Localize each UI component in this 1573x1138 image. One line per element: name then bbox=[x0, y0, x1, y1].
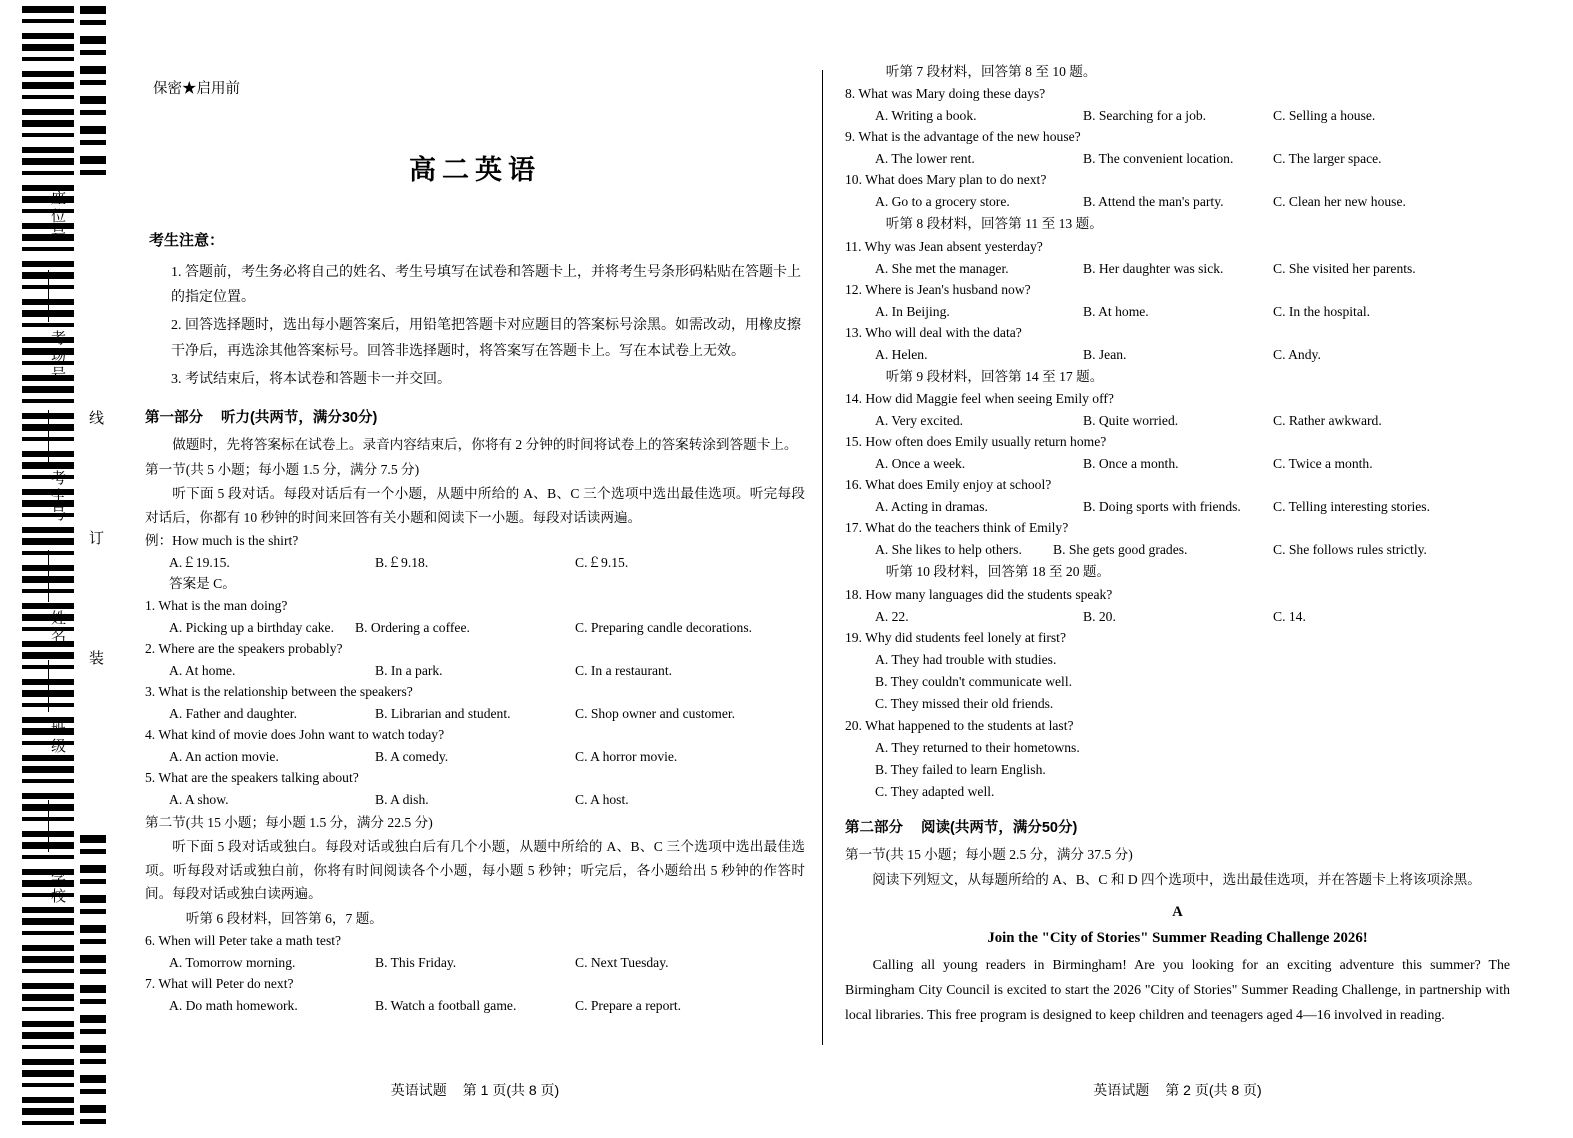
question-text: When will Peter take a math test? bbox=[158, 932, 342, 948]
question-options bbox=[845, 105, 1510, 126]
option-a[interactable]: A. Very excited. bbox=[875, 413, 964, 429]
question-number: 5. bbox=[145, 770, 156, 786]
question-options bbox=[145, 789, 805, 810]
question-number: 4. bbox=[145, 727, 156, 743]
question-text: What does Mary plan to do next? bbox=[865, 172, 1047, 188]
question-stem bbox=[145, 638, 805, 660]
question-stem bbox=[845, 126, 1510, 148]
option-a[interactable]: A. At home. bbox=[169, 663, 236, 679]
footer-subject: 英语试题 bbox=[1093, 1082, 1150, 1098]
section-two-heading: 第二节(共 15 小题；每小题 1.5 分，满分 22.5 分) bbox=[145, 815, 433, 831]
notice-item: 1. 答题前，考生务必将自己的姓名、考生号填写在试卷和答题卡上，并将考生号条形码粘贴在答题卡上的指定位置。 bbox=[171, 264, 801, 306]
question-number: 12. bbox=[845, 281, 862, 297]
rule-student-id bbox=[48, 550, 49, 602]
question-number: 2. bbox=[145, 641, 156, 656]
option-b[interactable]: B. At home. bbox=[1083, 303, 1149, 319]
question-options bbox=[845, 344, 1510, 365]
question-text: What is the man doing? bbox=[158, 597, 288, 613]
question-number: 17. bbox=[845, 520, 862, 536]
seal-word-line: 线 bbox=[87, 410, 104, 427]
notice-item: 3. 考试结束后，将本试卷和答题卡一并交回。 bbox=[171, 372, 451, 388]
section-two-intro: 听下面 5 段对话或独白。每段对话或独白后有几个小题，从题中所给的 A、B、C 三个选项中选出最佳选项。听每段对话或独白前，你将有时间阅读各个小题，每小题 5 秒钟；听完后，各小题给出 5 秒钟的作答时间。每段对话或独白读两遍。 bbox=[145, 839, 805, 902]
question-stem bbox=[845, 627, 1510, 649]
column-divider bbox=[822, 70, 823, 1045]
question-stem bbox=[145, 973, 805, 995]
option-b[interactable]: B. Her daughter was sick. bbox=[1083, 260, 1224, 276]
question-stem bbox=[845, 169, 1510, 191]
passage-paragraph: Calling all young readers in Birmingham! Are you looking for an exciting adventure this summer? The Birmingham City Council is excited to start the 2026 "City of Stories" Summer Reading Challenge, in partnership with local libraries. This free program is designed to keep children and teenagers aged 4—16 involved in reading. bbox=[845, 957, 1510, 1022]
option-a[interactable]: A. The lower rent. bbox=[875, 151, 975, 167]
rule-class bbox=[48, 800, 49, 852]
option-a: A.￡19.15. bbox=[169, 554, 230, 570]
question-number: 10. bbox=[845, 172, 862, 188]
question-number: 18. bbox=[845, 586, 862, 602]
example-answer: 答案是 C。 bbox=[169, 575, 236, 591]
seal-word-pack: 装 bbox=[87, 650, 104, 667]
question-options bbox=[875, 649, 1510, 715]
option-a[interactable]: A. 22. bbox=[875, 608, 909, 624]
question-text: What do the teachers think of Emily? bbox=[865, 520, 1069, 536]
option-c[interactable]: C. They adapted well. bbox=[875, 783, 995, 799]
question-options bbox=[845, 258, 1510, 279]
passage-title: Join the "City of Stories" Summer Reading Challenge 2026! bbox=[987, 929, 1368, 946]
question-text: What happened to the students at last? bbox=[865, 717, 1074, 733]
option-b[interactable]: B. In a park. bbox=[375, 663, 443, 679]
question-number: 13. bbox=[845, 324, 862, 340]
option-a[interactable]: A. They had trouble with studies. bbox=[875, 651, 1057, 667]
option-a[interactable]: A. In Beijing. bbox=[875, 303, 950, 319]
part-one-intro: 做题时，先将答案标在试卷上。录音内容结束后，你将有 2 分钟的时间将试卷上的答案转涂到答题卡上。 bbox=[172, 437, 798, 453]
reading-section-one-heading: 第一节(共 15 小题；每小题 2.5 分，满分 37.5 分) bbox=[845, 847, 1133, 863]
option-a[interactable]: A. An action movie. bbox=[169, 749, 279, 765]
question-number: 7. bbox=[145, 975, 156, 991]
option-a[interactable]: A. She likes to help others. bbox=[875, 542, 1022, 558]
option-b[interactable]: B. Ordering a coffee. bbox=[355, 620, 470, 635]
part-two-heading bbox=[845, 817, 1510, 840]
question-stem bbox=[845, 83, 1510, 105]
part-two-subtitle: 阅读(共两节，满分50分) bbox=[921, 819, 1078, 836]
option-c[interactable]: C. Next Tuesday. bbox=[575, 954, 669, 970]
question-text: How many languages did the students speak? bbox=[865, 586, 1113, 602]
field-exam-room: 考场号 bbox=[49, 330, 66, 384]
question-number: 3. bbox=[145, 684, 156, 700]
option-a[interactable]: A. Do math homework. bbox=[169, 997, 298, 1013]
question-options bbox=[845, 453, 1510, 474]
part-one-heading bbox=[145, 407, 805, 430]
question-options bbox=[145, 952, 805, 973]
question-stem bbox=[145, 681, 805, 703]
option-c[interactable]: C. In a restaurant. bbox=[575, 663, 673, 679]
option-b[interactable]: B. The convenient location. bbox=[1083, 151, 1234, 167]
option-c[interactable]: C. Clean her new house. bbox=[1273, 194, 1406, 210]
question-number: 11. bbox=[845, 238, 862, 254]
option-c[interactable]: C. Telling interesting stories. bbox=[1273, 499, 1430, 515]
option-a[interactable]: A. Father and daughter. bbox=[169, 706, 297, 722]
question-text: How did Maggie feel when seeing Emily off? bbox=[865, 391, 1114, 407]
rule-seat-number bbox=[48, 270, 49, 322]
question-options bbox=[145, 995, 805, 1016]
question-stem bbox=[845, 584, 1510, 606]
option-c[interactable]: C. 14. bbox=[1273, 608, 1306, 624]
page-title: 高二英语 bbox=[409, 155, 541, 186]
question-text: Who will deal with the data? bbox=[865, 324, 1022, 340]
option-c[interactable]: C. Andy. bbox=[1273, 346, 1321, 362]
question-options bbox=[145, 746, 805, 767]
field-class: 班级 bbox=[49, 720, 66, 756]
field-name: 姓名 bbox=[49, 610, 66, 646]
footer-page-number: 第 1 页(共 8 页) bbox=[462, 1082, 560, 1098]
option-b[interactable]: B. Librarian and student. bbox=[375, 706, 511, 722]
question-number: 16. bbox=[845, 477, 862, 493]
question-number: 1. bbox=[145, 597, 156, 613]
option-a[interactable]: A. Go to a grocery store. bbox=[875, 194, 1010, 210]
question-text: What are the speakers talking about? bbox=[158, 770, 359, 786]
footer-page-2 bbox=[845, 1080, 1510, 1100]
question-text: What will Peter do next? bbox=[158, 975, 294, 991]
option-a[interactable]: A. Tomorrow morning. bbox=[169, 954, 296, 970]
option-a[interactable]: A. Once a week. bbox=[875, 456, 966, 472]
option-b[interactable]: B. Once a month. bbox=[1083, 456, 1179, 472]
barcode-bottom bbox=[80, 835, 106, 1132]
question-options bbox=[145, 660, 805, 681]
question-number: 20. bbox=[845, 717, 862, 733]
question-stem bbox=[145, 595, 805, 617]
field-school: 学校 bbox=[49, 870, 66, 906]
question-options bbox=[845, 539, 1510, 560]
binding-strip bbox=[0, 0, 128, 1138]
question-options bbox=[845, 148, 1510, 169]
option-c[interactable]: C. She visited her parents. bbox=[1273, 260, 1416, 276]
question-stem bbox=[845, 279, 1510, 301]
question-number: 6. bbox=[145, 932, 156, 948]
question-text: What is the advantage of the new house? bbox=[858, 129, 1081, 145]
option-b[interactable]: B. 20. bbox=[1083, 608, 1116, 624]
question-options bbox=[845, 191, 1510, 212]
question-options bbox=[845, 410, 1510, 431]
listen-note-10: 听第 10 段材料，回答第 18 至 20 题。 bbox=[885, 564, 1111, 580]
listen-note-6: 听第 6 段材料，回答第 6，7 题。 bbox=[185, 910, 383, 926]
listen-note-9: 听第 9 段材料，回答第 14 至 17 题。 bbox=[885, 368, 1104, 384]
question-number: 14. bbox=[845, 391, 862, 407]
option-b[interactable]: B. Quite worried. bbox=[1083, 413, 1179, 429]
option-c[interactable]: C. In the hospital. bbox=[1273, 303, 1371, 319]
option-c[interactable]: C. A host. bbox=[575, 792, 629, 808]
barcode-top bbox=[80, 6, 106, 176]
question-stem bbox=[845, 517, 1510, 539]
page-1-column bbox=[145, 60, 805, 1016]
question-stem bbox=[845, 236, 1510, 258]
question-stem bbox=[845, 388, 1510, 410]
question-text: Where are the speakers probably? bbox=[158, 641, 343, 656]
option-b[interactable]: B. Jean. bbox=[1083, 346, 1127, 362]
option-c: C.￡9.15. bbox=[575, 554, 629, 570]
option-c[interactable]: C. Preparing candle decorations. bbox=[575, 620, 753, 635]
rule-name bbox=[48, 660, 49, 712]
option-b[interactable]: B. Doing sports with friends. bbox=[1083, 499, 1241, 515]
option-b[interactable]: B. Attend the man's party. bbox=[1083, 194, 1224, 210]
listen-note-7: 听第 7 段材料，回答第 8 至 10 题。 bbox=[885, 64, 1097, 79]
question-options bbox=[845, 301, 1510, 322]
question-text: Why did students feel lonely at first? bbox=[865, 629, 1066, 645]
option-b[interactable]: B. This Friday. bbox=[375, 954, 457, 970]
option-c[interactable]: C. She follows rules strictly. bbox=[1273, 542, 1427, 558]
rule-exam-room bbox=[48, 410, 49, 462]
option-b[interactable]: B. Searching for a job. bbox=[1083, 108, 1207, 124]
option-a[interactable]: A. Writing a book. bbox=[875, 108, 977, 124]
question-text: Where is Jean's husband now? bbox=[865, 281, 1031, 297]
option-c[interactable]: C. Prepare a report. bbox=[575, 997, 682, 1013]
passage-letter: A bbox=[1172, 904, 1183, 921]
question-stem bbox=[145, 767, 805, 789]
option-c[interactable]: C. The larger space. bbox=[1273, 151, 1382, 167]
option-b[interactable]: B. She gets good grades. bbox=[1053, 542, 1188, 558]
question-number: 9. bbox=[845, 129, 856, 145]
question-number: 19. bbox=[845, 629, 862, 645]
part-two-label: 第二部分 bbox=[845, 819, 903, 836]
part-one-label: 第一部分 bbox=[145, 409, 203, 426]
question-options bbox=[145, 703, 805, 724]
option-b[interactable]: B. They failed to learn English. bbox=[875, 761, 1046, 777]
option-b: B.￡9.18. bbox=[375, 554, 429, 570]
option-a[interactable]: A. Acting in dramas. bbox=[875, 499, 988, 515]
question-number: 8. bbox=[845, 86, 856, 102]
option-c[interactable]: C. Shop owner and customer. bbox=[575, 706, 736, 722]
section-one-intro: 听下面 5 段对话。每段对话后有一个小题，从题中所给的 A、B、C 三个选项中选出最佳选项。听完每段对话后，你都有 10 秒钟的时间来回答有关小题和阅读下一小题。每段对话读两遍。 bbox=[145, 486, 805, 525]
page-2-column bbox=[845, 60, 1510, 1027]
question-text: What is the relationship between the speakers? bbox=[158, 684, 413, 700]
question-options bbox=[875, 737, 1510, 803]
question-stem bbox=[845, 431, 1510, 453]
listen-note-8: 听第 8 段材料，回答第 11 至 13 题。 bbox=[885, 216, 1103, 232]
option-a[interactable]: A. They returned to their hometowns. bbox=[875, 739, 1080, 755]
option-a[interactable]: A. Picking up a birthday cake. bbox=[169, 620, 334, 635]
option-b[interactable]: B. A dish. bbox=[375, 792, 429, 808]
seal-word-bind: 订 bbox=[87, 530, 104, 547]
question-text: What does Emily enjoy at school? bbox=[865, 477, 1052, 493]
question-stem bbox=[845, 322, 1510, 344]
notice-item: 2. 回答选择题时，选出每小题答案后，用铅笔把答题卡对应题目的答案标号涂黑。如需改动，用橡皮擦干净后，再选涂其他答案标号。回答非选择题时，将答案写在答题卡上。写在本试卷上无效。 bbox=[171, 318, 801, 360]
option-a[interactable]: A. A show. bbox=[169, 792, 229, 808]
option-c[interactable]: C. Rather awkward. bbox=[1273, 413, 1382, 429]
example-options bbox=[145, 552, 805, 573]
question-options bbox=[845, 496, 1510, 517]
question-options bbox=[145, 617, 805, 638]
footer-page-1 bbox=[145, 1080, 805, 1100]
question-stem bbox=[845, 715, 1510, 737]
question-text: What kind of movie does John want to watch today? bbox=[158, 727, 445, 743]
secret-label: 保密★启用前 bbox=[153, 81, 240, 97]
option-c[interactable]: C. Selling a house. bbox=[1273, 108, 1376, 124]
option-c[interactable]: C. They missed their old friends. bbox=[875, 695, 1054, 711]
question-number: 15. bbox=[845, 434, 862, 450]
question-text: How often does Emily usually return home? bbox=[865, 434, 1107, 450]
reading-section-one-intro: 阅读下列短文，从每题所给的 A、B、C 和 D 四个选项中，选出最佳选项，并在答题卡上将该项涂黑。 bbox=[872, 871, 1481, 887]
question-text: What was Mary doing these days? bbox=[858, 86, 1046, 102]
option-b[interactable]: B. A comedy. bbox=[375, 749, 449, 765]
question-options bbox=[845, 606, 1510, 627]
field-student-id: 考生号 bbox=[49, 470, 66, 524]
question-stem bbox=[145, 930, 805, 952]
footer-subject: 英语试题 bbox=[390, 1082, 447, 1098]
section-one-heading: 第一节(共 5 小题；每小题 1.5 分，满分 7.5 分) bbox=[145, 461, 420, 477]
option-a[interactable]: A. She met the manager. bbox=[875, 260, 1009, 276]
option-b[interactable]: B. They couldn't communicate well. bbox=[875, 673, 1072, 689]
part-one-subtitle: 听力(共两节，满分30分) bbox=[221, 409, 378, 426]
option-b[interactable]: B. Watch a football game. bbox=[375, 997, 517, 1013]
field-seat-number: 座位号 bbox=[49, 190, 66, 244]
option-a[interactable]: A. Helen. bbox=[875, 346, 928, 362]
option-c[interactable]: C. Twice a month. bbox=[1273, 456, 1373, 472]
notice-heading: 考生注意： bbox=[149, 232, 225, 250]
question-text: Why was Jean absent yesterday? bbox=[864, 238, 1043, 254]
example-label: 例：How much is the shirt? bbox=[145, 532, 299, 548]
question-stem bbox=[145, 724, 805, 746]
question-stem bbox=[845, 474, 1510, 496]
footer-page-number: 第 2 页(共 8 页) bbox=[1165, 1082, 1262, 1098]
option-c[interactable]: C. A horror movie. bbox=[575, 749, 678, 765]
